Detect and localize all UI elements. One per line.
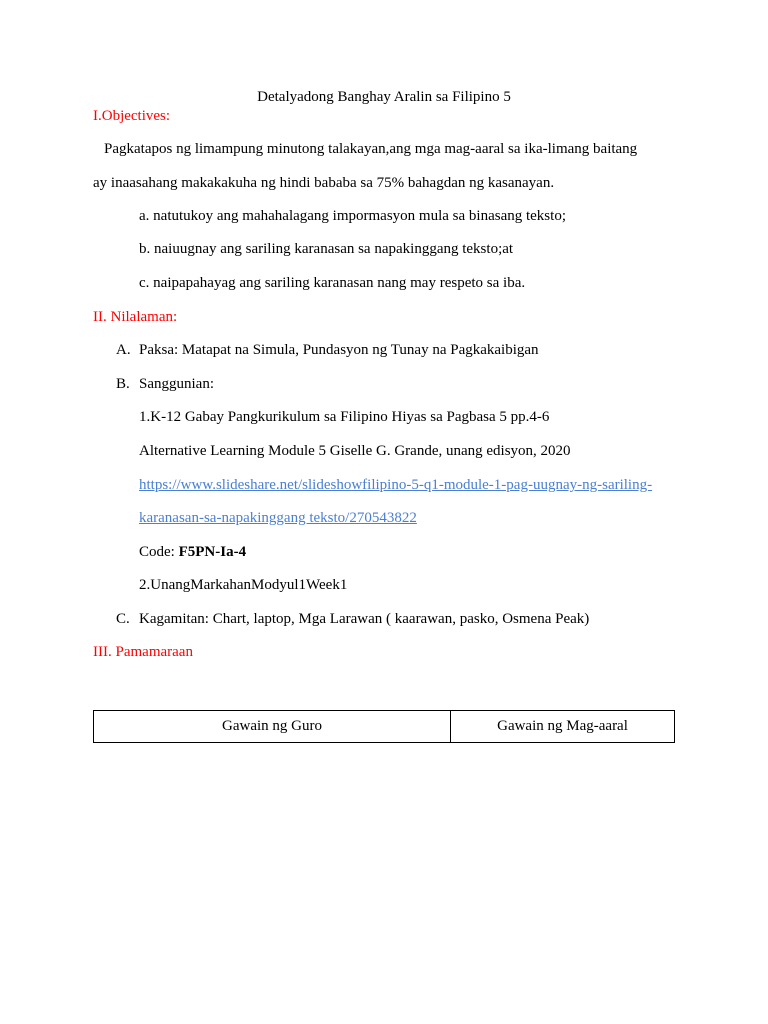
sanggunian-text: Sanggunian: [139, 376, 214, 392]
kagamitan-marker: C. [116, 611, 130, 627]
sanggunian-marker: B. [116, 376, 130, 392]
pamamaraan-heading [93, 643, 193, 661]
pamamaraan-heading-number: III. [93, 644, 112, 660]
kagamitan-text: Kagamitan: Chart, laptop, Mga Larawan ( kaarawan, pasko, Osmena Peak) [139, 611, 590, 627]
reference-2: Alternative Learning Module 5 Giselle G. Grande, unang edisyon, 2020 [139, 443, 571, 459]
nilalaman-heading-text: Nilalaman: [106, 309, 178, 325]
document-title: Detalyadong Banghay Aralin sa Filipino 5 [257, 89, 511, 105]
objectives-intro-line-1: Pagkatapos ng limampung minutong talakayan,ang mga mag-aaral sa ika-limang baitang [104, 141, 638, 157]
paksa-text: Paksa: Matapat na Simula, Pundasyon ng Tunay na Pagkakaibigan [139, 342, 539, 358]
code-value: F5PN-Ia-4 [178, 544, 247, 560]
nilalaman-heading [93, 308, 177, 326]
pamamaraan-heading-text: Pamamaraan [111, 644, 193, 660]
reference-link-line-2[interactable]: karanasan-sa-napakinggang teksto/270543822 [139, 510, 417, 526]
nilalaman-heading-number: II. [93, 309, 107, 325]
header-gawain-ng-guro: Gawain ng Guro [94, 711, 451, 743]
paksa-marker: A. [116, 342, 131, 358]
header-gawain-ng-mag-aaral: Gawain ng Mag-aaral [451, 711, 675, 743]
activity-table [93, 710, 675, 743]
reference-3: 2.UnangMarkahanModyul1Week1 [139, 577, 348, 593]
objective-item-b: b. naiuugnay ang sariling karanasan sa napakinggang teksto;at [139, 241, 514, 257]
objective-item-a: a. natutukoy ang mahahalagang impormasyon mula sa binasang teksto; [139, 208, 566, 224]
table-header-row [94, 711, 675, 743]
reference-1: 1.K-12 Gabay Pangkurikulum sa Filipino Hiyas sa Pagbasa 5 pp.4-6 [139, 409, 550, 425]
code-line [139, 543, 246, 561]
objectives-heading: I.Objectives: [93, 108, 171, 124]
objective-item-c: c. naipapahayag ang sariling karanasan nang may respeto sa iba. [139, 275, 526, 291]
code-label: Code: [139, 544, 179, 560]
reference-link-line-1[interactable]: https://www.slideshare.net/slideshowfilipino-5-q1-module-1-pag-uugnay-ng-sariling- [139, 477, 653, 493]
objectives-intro-line-2: ay inaasahang makakakuha ng hindi bababa sa 75% bahagdan ng kasanayan. [93, 175, 555, 191]
